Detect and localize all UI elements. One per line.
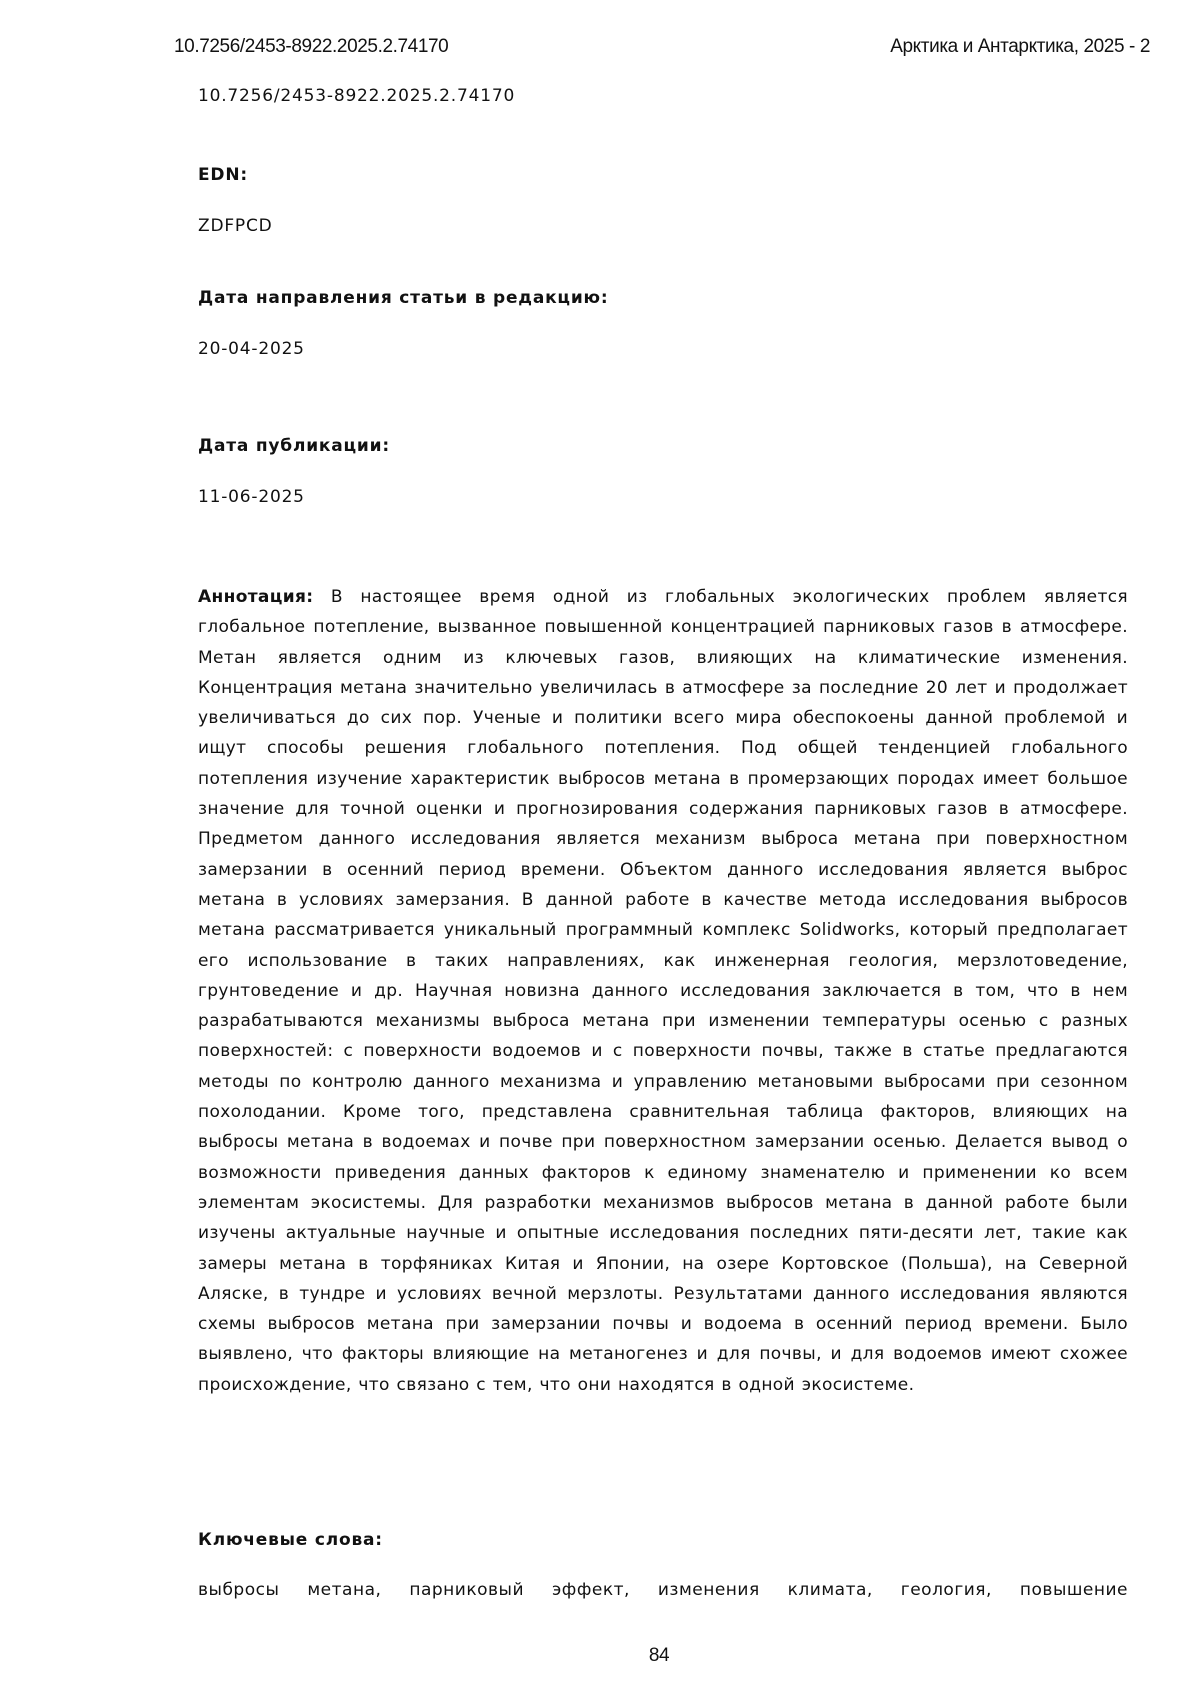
page-number: 84	[648, 1645, 670, 1666]
doi-value: 10.7256/2453-8922.2025.2.74170	[198, 86, 516, 106]
abstract-label: Аннотация:	[198, 587, 314, 607]
abstract-section	[198, 582, 1128, 1400]
running-header-right: Арктика и Антарктика, 2025 - 2	[890, 36, 1150, 57]
submission-date-label: Дата направления статьи в редакцию:	[198, 288, 609, 308]
edn-label: EDN:	[198, 165, 248, 185]
abstract-text: В настоящее время одной из глобальных экологических проблем является глобальное потепление, вызванное повышенной концентрацией парниковых газов в атмосфере. Метан является одним из ключевых газов, влияющих на климатические изменения. Концентрация метана значительно увеличилась в атмосфере за последние 20 лет и продолжает увеличиваться до сих пор. Ученые и политики всего мира обеспокоены данной проблемой и ищут способы решения глобального потепления. Под общей тенденцией глобального потепления изучение характеристик выбросов метана в промерзающих породах имеет большое значение для точной оценки и прогнозирования содержания парниковых газов в атмосфере. Предметом данного исследования является механизм выброса метана при поверхностном замерзании в осенний период времени. Объектом данного исследования является выброс метана в условиях замерзания. В данной работе в качестве метода исследования выбросов метана рассматривается уникальный программный комплекс Solidworks, который предполагает его использование в таких направлениях, как инженерная геология, мерзлотоведение, грунтоведение и др. Научная новизна данного исследования заключается в том, что в нем разрабатываются механизмы выброса метана при изменении температуры осенью с разных поверхностей: с поверхности водоемов и с поверхности почвы, также в статье предлагаются методы по контролю данного механизма и управлению метановыми выбросами при сезонном похолодании. Кроме того, представлена сравнительная таблица факторов, влияющих на выбросы метана в водоемах и почве при поверхностном замерзании осенью. Делается вывод о возможности приведения данных факторов к единому знаменателю и применении ко всем элементам экосистемы. Для разработки механизмов выбросов метана в данной работе были изучены актуальные научные и опытные исследования последних пяти-десяти лет, такие как замеры метана в торфяниках Китая и Японии, на озере Кортовское (Польша), на Северной Аляске, в тундре и условиях вечной мерзлоты. Результатами данного исследования являются схемы выбросов метана при замерзании почвы и водоема в осенний период времени. Было выявлено, что факторы влияющие на метаногенез и для почвы, и для водоемов имеют схожее происхождение, что связано с тем, что они находятся в одной экосистеме.	[198, 587, 1128, 1395]
keywords-text: выбросы метана, парниковый эффект, изменения климата, геология, повышение	[198, 1580, 1128, 1600]
running-header-left: 10.7256/2453-8922.2025.2.74170	[174, 36, 449, 57]
edn-value: ZDFPCD	[198, 216, 273, 236]
publication-date-label: Дата публикации:	[198, 436, 390, 456]
keywords-label: Ключевые слова:	[198, 1530, 383, 1550]
submission-date-value: 20-04-2025	[198, 339, 305, 359]
publication-date-value: 11-06-2025	[198, 487, 305, 507]
